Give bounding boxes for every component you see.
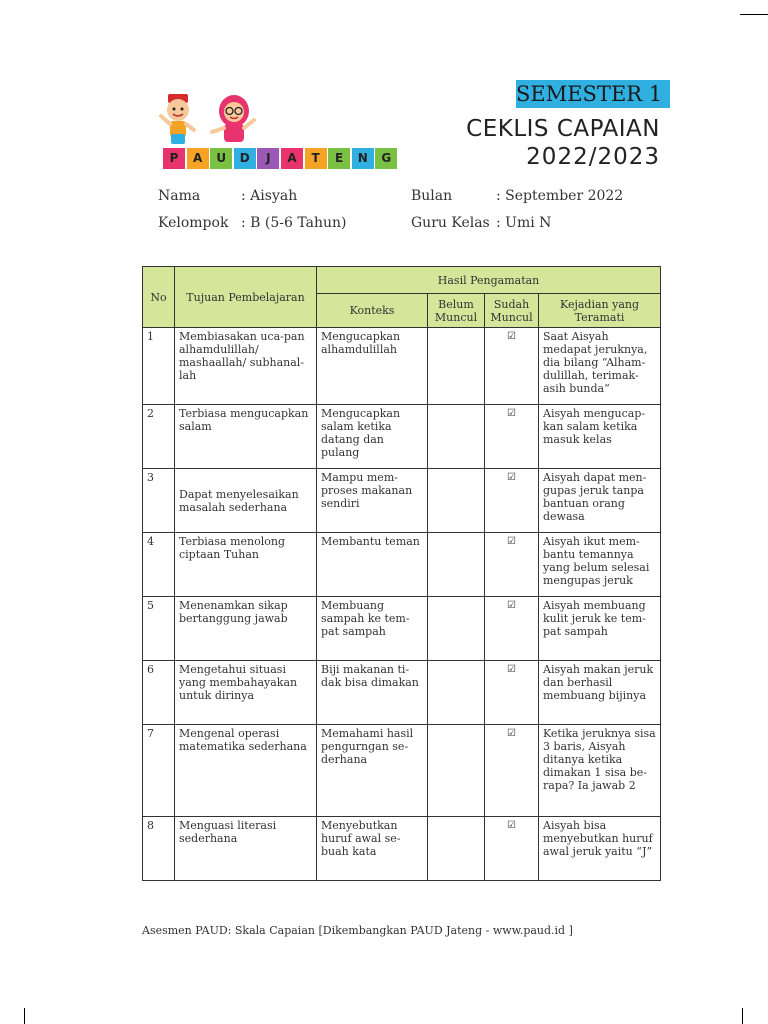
row-no: 7 (143, 725, 175, 817)
row-kejadian: Aisyah mengucap-kan salam ketika masuk kelas (539, 405, 661, 469)
header-no: No (143, 267, 175, 328)
brand-letter: N (352, 148, 374, 169)
row-no: 8 (143, 817, 175, 881)
row-kejadian: Aisyah makan jeruk dan berhasil membuang bijinya (539, 661, 661, 725)
row-konteks: Biji makanan ti-dak bisa dimakan (317, 661, 428, 725)
header-hasil: Hasil Pengamatan (317, 267, 661, 294)
table-row (143, 817, 661, 881)
row-no: 1 (143, 328, 175, 405)
row-no: 3 (143, 469, 175, 533)
checklist-table (142, 266, 661, 881)
brand-letter: A (281, 148, 303, 169)
row-belum (428, 661, 485, 725)
row-tujuan: Membiasakan uca-pan alhamdulillah/ mashaallah/ subhanal-lah (175, 328, 317, 405)
row-tujuan: Dapat menyelesaikan masalah sederhana (175, 469, 317, 533)
row-no: 5 (143, 597, 175, 661)
header-kejadian: Kejadian yang Teramati (539, 294, 661, 328)
row-tujuan: Menenamkan sikap bertanggung jawab (175, 597, 317, 661)
row-kejadian: Ketika jeruknya sisa 3 baris, Aisyah ditanya ketika dimakan 1 sisa be- rapa? Ia jawab 2 (539, 725, 661, 817)
table-row (143, 328, 661, 405)
row-tujuan: Menguasi literasi sederhana (175, 817, 317, 881)
checkbox-icon[interactable]: ☑ (485, 328, 539, 405)
bulan-value: : September 2022 (496, 188, 624, 204)
row-belum (428, 817, 485, 881)
checkbox-icon[interactable]: ☑ (485, 469, 539, 533)
header-konteks: Konteks (317, 294, 428, 328)
checkbox-icon[interactable]: ☑ (485, 661, 539, 725)
header-belum: Belum Muncul (428, 294, 485, 328)
row-kejadian: Aisyah bisa menyebutkan huruf awal jeruk yaitu “J” (539, 817, 661, 881)
crop-mark-bottom-left (24, 1008, 25, 1024)
brand-letter: G (375, 148, 397, 169)
row-no: 6 (143, 661, 175, 725)
row-belum (428, 328, 485, 405)
brand-letter: D (234, 148, 256, 169)
bulan-label: Bulan (411, 188, 453, 204)
row-belum (428, 469, 485, 533)
row-no: 2 (143, 405, 175, 469)
brand-bar (163, 148, 399, 169)
table-row (143, 725, 661, 817)
checkbox-icon[interactable]: ☑ (485, 725, 539, 817)
row-belum (428, 533, 485, 597)
row-belum (428, 405, 485, 469)
row-konteks: Mampu mem-proses makanan sendiri (317, 469, 428, 533)
row-tujuan: Terbiasa menolong ciptaan Tuhan (175, 533, 317, 597)
header-sudah: Sudah Muncul (485, 294, 539, 328)
row-kejadian: Aisyah dapat men-gupas jeruk tanpa bantuan orang dewasa (539, 469, 661, 533)
brand-letter: J (257, 148, 279, 169)
brand-letter: T (305, 148, 327, 169)
checkbox-icon[interactable]: ☑ (485, 533, 539, 597)
mascot-kids-icon (158, 90, 268, 146)
row-konteks: Membuang sampah ke tem-pat sampah (317, 597, 428, 661)
row-no: 4 (143, 533, 175, 597)
row-tujuan: Mengetahui situasi yang membahayakan untuk dirinya (175, 661, 317, 725)
row-konteks: Menyebutkan huruf awal se-buah kata (317, 817, 428, 881)
table-row (143, 469, 661, 533)
checkbox-icon[interactable]: ☑ (485, 817, 539, 881)
table-row (143, 405, 661, 469)
crop-mark-top-right (740, 14, 768, 15)
row-tujuan: Terbiasa mengucapkan salam (175, 405, 317, 469)
row-konteks: Memahami hasil pengurngan se-derhana (317, 725, 428, 817)
row-konteks: Mengucapkan alhamdulillah (317, 328, 428, 405)
kelompok-value: : B (5-6 Tahun) (241, 215, 347, 231)
brand-letter: E (328, 148, 350, 169)
table-row (143, 597, 661, 661)
row-kejadian: Aisyah membuang kulit jeruk ke tem-pat sampah (539, 597, 661, 661)
brand-letter: P (163, 148, 185, 169)
paud-jateng-logo (158, 90, 438, 175)
semester-label: SEMESTER 1 (516, 80, 670, 108)
crop-mark-bottom-right (742, 1008, 743, 1024)
guru-label: Guru Kelas (411, 215, 490, 231)
page-title: CEKLIS CAPAIAN (466, 116, 660, 142)
guru-value: : Umi N (496, 215, 552, 231)
row-belum (428, 597, 485, 661)
table-row (143, 661, 661, 725)
nama-label: Nama (158, 188, 201, 204)
brand-letter: A (187, 148, 209, 169)
row-kejadian: Saat Aisyah medapat jeruknya, dia bilang “Alham-dulillah, terimak-asih bunda“ (539, 328, 661, 405)
footer-note: Asesmen PAUD: Skala Capaian [Dikembangkan PAUD Jateng - www.paud.id ] (142, 924, 573, 937)
row-kejadian: Aisyah ikut mem-bantu temannya yang belum selesai mengupas jeruk (539, 533, 661, 597)
row-tujuan: Mengenal operasi matematika sederhana (175, 725, 317, 817)
kelompok-label: Kelompok (158, 215, 229, 231)
row-konteks: Mengucapkan salam ketika datang dan pulang (317, 405, 428, 469)
academic-year: 2022/2023 (526, 144, 660, 170)
header-tujuan: Tujuan Pembelajaran (175, 267, 317, 328)
brand-letter: U (210, 148, 232, 169)
checkbox-icon[interactable]: ☑ (485, 597, 539, 661)
table-row (143, 533, 661, 597)
checkbox-icon[interactable]: ☑ (485, 405, 539, 469)
nama-value: : Aisyah (241, 188, 298, 204)
row-belum (428, 725, 485, 817)
row-konteks: Membantu teman (317, 533, 428, 597)
